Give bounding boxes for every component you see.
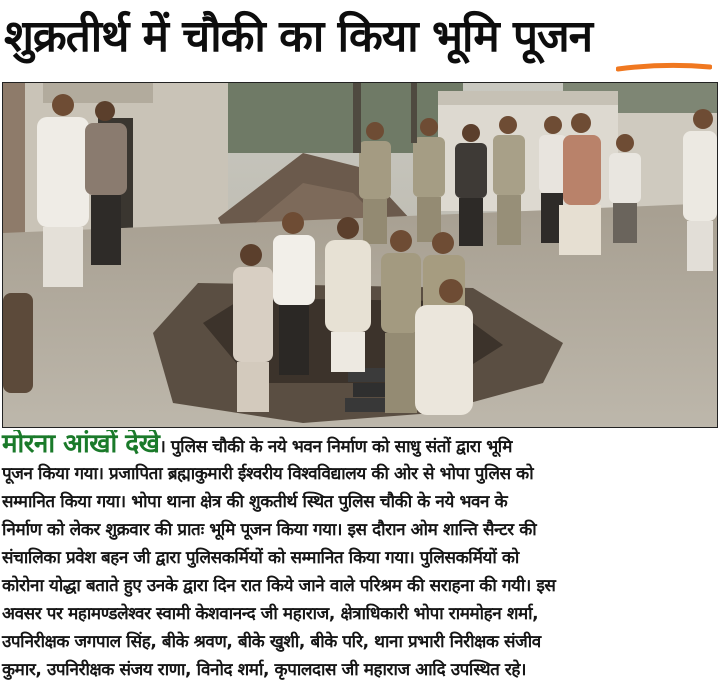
- article-line-3: सम्मानित किया गया। भोपा थाना क्षेत्र की शुकतीर्थ स्थित पुलिस चौकी के नये भवन के: [2, 492, 508, 512]
- article-line-8: उपनिरीक्षक जगपाल सिंह, बीके श्रवण, बीके खुशी, बीके परि, थाना प्रभारी निरीक्षक संजीव: [2, 632, 541, 652]
- article-line-2: पूजन किया गया। प्रजापिता ब्रह्माकुमारी ईश्वरीय विश्वविद्यालय की ओर से भोपा पुलिस को: [2, 464, 534, 484]
- article-line-7: अवसर पर महामण्डलेश्वर स्वामी केशवानन्द जी महाराज, क्षेत्राधिकारी भोपा राममोहन शर्मा,: [2, 604, 539, 624]
- headline-text: शुक्रतीर्थ में चौकी का किया भूमि पूजन: [4, 11, 593, 62]
- article-line-1-text: । पुलिस चौकी के नये भवन निर्माण को साधु संतों द्वारा भूमि: [159, 437, 512, 457]
- headline-underline-accent: [616, 62, 712, 72]
- article-line-9: कुमार, उपनिरीक्षक संजय राणा, विनोद शर्मा, कृपालदास जी महाराज आदि उपस्थित रहे।: [2, 660, 527, 680]
- article-line-4: निर्माण को लेकर शुक्रवार की प्रातः भूमि पूजन किया गया। इस दौरान ओम शान्ति सैन्टर की: [2, 520, 537, 540]
- article-line-6: कोरोना योद्धा बताते हुए उनके द्वारा दिन रात किये जाने वाले परिश्रम की सराहना की गयी। इस: [2, 576, 556, 596]
- headline: [0, 0, 720, 80]
- article-line-5: संचालिका प्रवेश बहन जी द्वारा पुलिसकर्मियों को सम्मानित किया गया। पुलिसकर्मियों को: [2, 548, 519, 568]
- news-photo: [2, 82, 718, 428]
- article-line-1: [2, 430, 512, 458]
- article-body: [0, 430, 716, 684]
- news-photo-illustration: [3, 83, 717, 427]
- dateline: मोरना आंखों देखे: [2, 430, 160, 459]
